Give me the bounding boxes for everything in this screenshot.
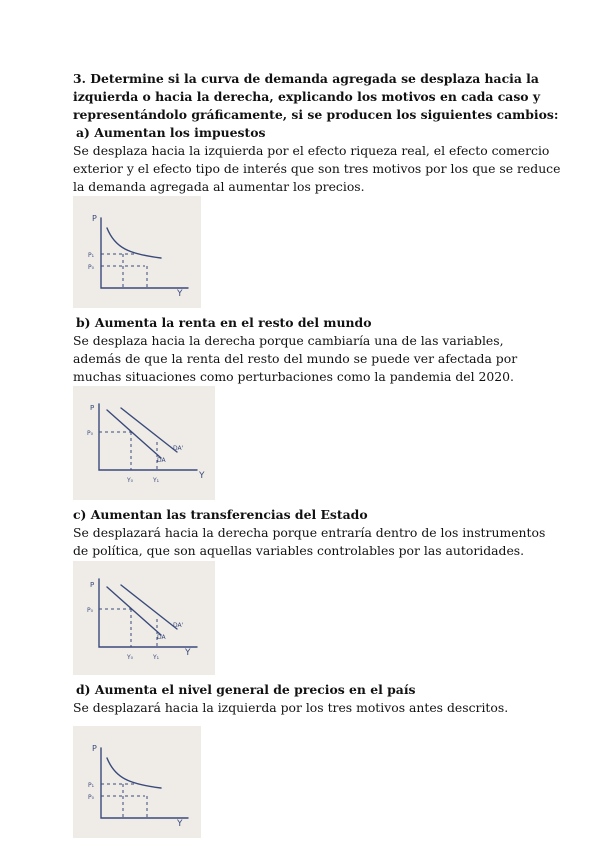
guide-lines bbox=[99, 432, 157, 470]
axis-label-p: P bbox=[90, 404, 95, 412]
section-b-heading: b) Aumenta la renta en el resto del mundo bbox=[76, 315, 372, 330]
label-p0: P₀ bbox=[87, 430, 94, 437]
label-y0: Y₀ bbox=[127, 654, 134, 661]
section-b-line-2: además de que la renta del resto del mundo se puede ver afectada por bbox=[73, 351, 518, 366]
axes bbox=[101, 748, 188, 818]
label-da1: DA' bbox=[173, 622, 184, 629]
graph-c-photo bbox=[73, 561, 215, 675]
axis-label-y: Y bbox=[177, 289, 183, 299]
label-p0: P₀ bbox=[87, 607, 94, 614]
graph-b-sketch bbox=[73, 386, 215, 500]
graph-d-sketch bbox=[73, 726, 201, 838]
guide-lines bbox=[101, 784, 147, 818]
question-line-2: izquierda o hacia la derecha, explicando los motivos en cada caso y bbox=[73, 89, 541, 104]
demand-curve-da bbox=[107, 410, 161, 458]
label-p1: P₁ bbox=[88, 252, 95, 259]
axes bbox=[99, 579, 197, 647]
guide-lines bbox=[99, 609, 157, 647]
section-a-line-1: Se desplaza hacia la izquierda por el efecto riqueza real, el efecto comercio bbox=[73, 143, 550, 158]
section-a-heading: a) Aumentan los impuestos bbox=[76, 125, 266, 140]
question-line-1: 3. Determine si la curva de demanda agregada se desplaza hacia la bbox=[73, 71, 539, 86]
label-p1: P₁ bbox=[88, 782, 95, 789]
section-c-heading: c) Aumentan las transferencias del Estado bbox=[73, 507, 368, 522]
label-da: DA bbox=[157, 457, 166, 464]
label-da: DA bbox=[157, 634, 166, 641]
axis-label-y: Y bbox=[199, 471, 205, 481]
question-line-3: representándolo gráficamente, si se producen los siguientes cambios: bbox=[73, 107, 559, 122]
graph-a-photo bbox=[73, 196, 201, 308]
axis-label-y: Y bbox=[185, 648, 191, 658]
axes bbox=[101, 218, 188, 288]
graph-a-sketch bbox=[73, 196, 201, 308]
section-d-line-1: Se desplazará hacia la izquierda por los tres motivos antes descritos. bbox=[73, 700, 509, 715]
label-p0: P₀ bbox=[88, 264, 95, 271]
section-c-line-1: Se desplazará hacia la derecha porque entraría dentro de los instrumentos bbox=[73, 525, 546, 540]
label-da1: DA' bbox=[173, 445, 184, 452]
axis-label-p: P bbox=[90, 581, 95, 589]
graph-b-photo bbox=[73, 386, 215, 500]
section-b-line-3: muchas situaciones como perturbaciones como la pandemia del 2020. bbox=[73, 369, 514, 384]
label-y1: Y₁ bbox=[153, 477, 160, 484]
section-d-heading: d) Aumenta el nivel general de precios en el país bbox=[76, 682, 416, 697]
section-a-line-2: exterior y el efecto tipo de interés que son tres motivos por los que se reduce bbox=[73, 161, 561, 176]
section-c-line-2: de política, que son aquellas variables controlables por las autoridades. bbox=[73, 543, 525, 558]
graph-d-photo bbox=[73, 726, 201, 838]
section-b-line-1: Se desplaza hacia la derecha porque cambiaría una de las variables, bbox=[73, 333, 504, 348]
label-y0: Y₀ bbox=[127, 477, 134, 484]
axes bbox=[99, 404, 197, 470]
label-p0: P₀ bbox=[88, 794, 95, 801]
label-y1: Y₁ bbox=[153, 654, 160, 661]
axis-label-p: P bbox=[92, 214, 97, 223]
axis-label-p: P bbox=[92, 744, 97, 753]
graph-c-sketch bbox=[73, 561, 215, 675]
section-a-line-3: la demanda agregada al aumentar los precios. bbox=[73, 179, 365, 194]
demand-curve-da bbox=[107, 587, 161, 635]
guide-lines bbox=[101, 254, 147, 288]
axis-label-y: Y bbox=[177, 819, 183, 829]
